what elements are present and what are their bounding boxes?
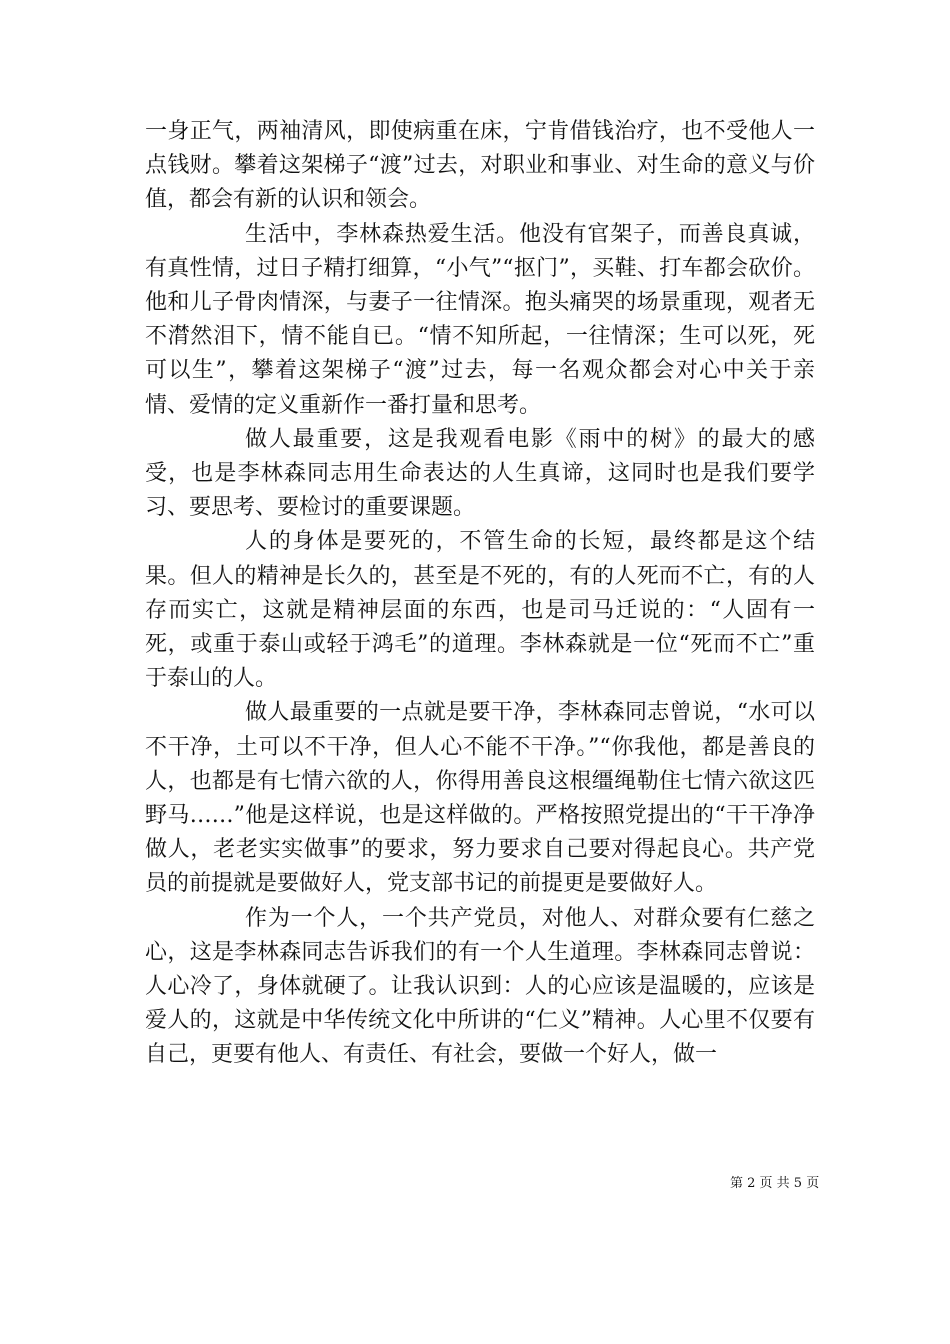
paragraph-3: 做人最重要，这是我观看电影《雨中的树》的最大的感受，也是李林森同志用生命表达的人生真谛，这同时也是我们要学习、要思考、要检讨的重要课题。 <box>145 426 815 521</box>
paragraph-1: 一身正气，两袖清风，即使病重在床，宁肯借钱治疗，也不受他人一点钱财。攀着这架梯子“渡”过去，对职业和事业、对生命的意义与价值，都会有新的认识和领会。 <box>145 119 815 213</box>
paragraph-2: 生活中，李林森热爱生活。他没有官架子，而善良真诚，有真性情，过日子精打细算，“小气”“抠门”，买鞋、打车都会砍价。他和儿子骨肉情深，与妻子一往情深。抱头痛哭的场景重现，观者无不潸然泪下，情不能自已。“情不知所起，一往情深；生可以死，死可以生”，攀着这架梯子“渡”过去，每一名观众都会对心中关于亲情、爱情的定义重新作一番打量和思考。 <box>145 221 815 418</box>
page-number-footer: 第 2 页 共 5 页 <box>730 1176 820 1191</box>
document-body <box>145 115 815 1073</box>
paragraph-4: 人的身体是要死的，不管生命的长短，最终都是这个结果。但人的精神是长久的，甚至是不死的，有的人死而不亡，有的人存而实亡，这就是精神层面的东西，也是司马迁说的：“人固有一死，或重于泰山或轻于鸿毛”的道理。李林森就是一位“死而不亡”重于泰山的人。 <box>145 529 815 692</box>
paragraph-6: 作为一个人，一个共产党员，对他人、对群众要有仁慈之心，这是李林森同志告诉我们的有一个人生道理。李林森同志曾说：人心冷了，身体就硬了。让我认识到：人的心应该是温暖的，应该是爱人的，这就是中华传统文化中所讲的“仁义”精神。人心里不仅要有自己，更要有他人、有责任、有社会，要做一个好人，做一 <box>145 905 815 1068</box>
paragraph-5: 做人最重要的一点就是要干净，李林森同志曾说，“水可以不干净，土可以不干净，但人心不能不干净。”“你我他，都是善良的人，也都是有七情六欲的人，你得用善良这根缰绳勒住七情六欲这匹野马……”他是这样说，也是这样做的。严格按照党提出的“干干净净做人，老老实实做事”的要求，努力要求自己要对得起良心。共产党员的前提就是要做好人，党支部书记的前提更是要做好人。 <box>145 700 815 897</box>
